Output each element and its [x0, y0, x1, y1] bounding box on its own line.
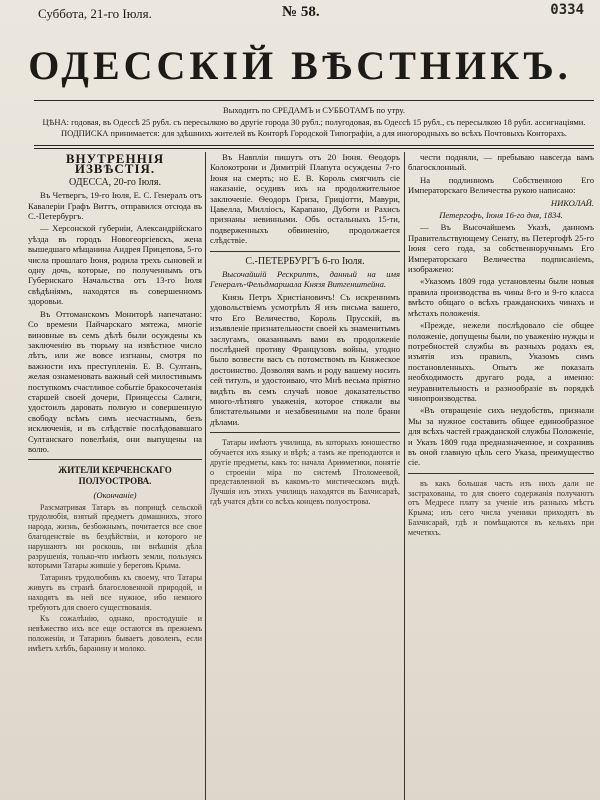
place-date: Петергофъ, Іюня 16-го дня, 1834.	[439, 210, 563, 221]
divider	[210, 432, 400, 433]
article-paragraph: Въ Оттоманскомъ Мониторѣ напечатано: Со времени Пайчарскаго мятежа, многіе виновные въ семъ дѣлѣ были осуждены къ заключенію въ тюрьму на извѣстное число лѣтъ, или же вовсе изгнаны, смотря по важности ихъ преступленія. Е. В. Султанъ, желая ознаменовать важный сей милостивымъ поступкомъ счастливое событіе бракосочетанія старшей своей дочери, Принцессы Салиги, удостоилъ даровать полную и совершенную свободу всѣмъ симъ несчастнымъ, безъ исключенія, и въ слѣдствіе послѣдовавшаго Султанскаго повелѣнія, они выпущены на волю.	[28, 308, 202, 454]
rescript-intro: Высочайшій Рескриптъ, данный на имя Генералъ-Фельдмаршала Князя Витгенштейна.	[210, 269, 400, 290]
dateline: С.-ПЕТЕРБУРГЪ 6-го Іюля.	[245, 255, 365, 267]
article-paragraph: Татары имѣютъ училища, въ которыхъ юношество обучается ихъ языку и вѣрѣ; а тамъ же преподаются и другіе предметы, какъ то: начала Ариѳметики, понятіе о строеніи міра по системѣ Птоломеевой, представленной въ какомъ-то мистическомъ видѣ. Лучшія изъ этихъ училищъ находятся въ Бахчисараѣ, гдѣ учатся дѣти со всѣхъ концевъ полуострова.	[210, 438, 400, 506]
column-rule	[205, 152, 206, 800]
article-paragraph: «Въ отвращеніе сихъ неудобствъ, признали Мы за нужное составить общее единообразное для всѣхъ частей гражданской службы Положеніе, и Указъ 1809 года предназначенное, и сохранивъ въ оной главную цѣль сего Указа, преимущество сіе.	[408, 405, 594, 468]
newspaper-title: ОДЕССКІЙ ВѢСТНИКЪ.	[28, 43, 572, 88]
article-paragraph: чести подняли, — пребываю навсегда вамъ благосклонный.	[408, 152, 594, 173]
divider	[28, 459, 202, 460]
date-line: Суббота, 21-го Іюля.	[38, 6, 152, 21]
divider	[34, 145, 594, 146]
column-3	[408, 152, 594, 800]
article-paragraph: Къ сожалѣнію, однако, простодушіе и невѣжество ихъ все еще остаются въ прежнемъ положеніи, и Татаринъ бываетъ доволенъ, если имѣетъ хлѣбъ, баранину и молоко.	[28, 614, 202, 653]
divider	[34, 148, 594, 149]
article-paragraph: Князь Петръ Христіановичъ! Съ искреннимъ удовольствіемъ усмотрѣлъ Я изъ письма вашего, что Его Величество, Король Прусскій, въ изъявленіе признательности своей къ знаменитымъ заслугамъ, оказаннымъ вами въ продолженіе послѣдней противу Французовъ войны, угодно было возвести васъ съ потомствомъ въ Княжеское достоинство. Дозволяя вамъ и роду вашему носить сей титулъ, и удостоиваю, что Мнѣ весьма пріятно видѣть въ семъ случаѣ новое доказательство много-лѣтняго уваженія, которое стяжали вы блистательными и незабвенными на поле брани дѣлами.	[210, 291, 400, 427]
article-paragraph: въ какъ большая часть изъ нихъ дали не застрахованы, то для своего содержанія получаютъ отъ Медресе плату за ученіе изъ разныхъ мѣстъ Крыма; изъ сего числа ученики приходятъ въ Бахчисарай, гдѣ и помѣщаются въ кельяхъ при мечетяхъ.	[408, 478, 594, 537]
subscription-line: ПОДПИСКА принимается: для здѣшнихъ жителей въ Конторѣ Городской Типографіи, а для иногородныхъ во всѣхъ Почтовыхъ Конторахъ.	[61, 128, 567, 138]
column-2	[210, 152, 400, 800]
article-paragraph: «Указомъ 1809 года установлены были новыя правила производства въ чины 8-го и 9-го класса вмѣсто общаго о всѣхъ гражданскихъ чинахъ и мѣстахъ положенія.	[408, 276, 594, 318]
article-paragraph: Въ Четвергъ, 19-го Іюля, Е. С. Генералъ отъ Кавалеріи Графъ Виттъ, отправился отсюда въ С.-Петербургъ.	[28, 190, 202, 222]
schedule-line: Выходитъ по СРЕДАМЪ и СУББОТАМЪ по утру.	[223, 105, 405, 115]
column-rule	[404, 152, 405, 800]
section-title: ЖИТЕЛИ КЕРЧЕНСКАГО ПОЛУОСТРОВА.	[58, 465, 172, 486]
signature: НИКОЛАЙ.	[550, 197, 594, 208]
dateline: ОДЕССА, 20-го Іюля.	[68, 176, 162, 188]
archive-stamp: 0334	[550, 2, 584, 18]
column-1	[28, 152, 202, 800]
article-paragraph: — Въ Высочайшемъ Указѣ, данномъ Правительствующему Сенату, въ Петергофѣ 25-го Іюня сего года, за собственноручнымъ Его Императорскаго Величества подписаніемъ, изображено:	[408, 222, 594, 275]
section-title: ВНУТРЕННІЯ ИЗВѢСТІЯ.	[65, 152, 165, 177]
article-paragraph: — Херсонской губерніи, Александрійскаго уѣзда въ городъ Новогеоргіевскъ, жена вышедшаго мѣщанина Андрея Прицепова, 5-го числа прошлаго Іюня, родила трехъ сыновей и одну дочь, которые, по полученнымъ отъ Губернскаго Начальства отъ 13-го Іюля свѣдѣніямъ, находятся въ совершенномъ здоровьи.	[28, 223, 202, 307]
article-paragraph: Въ Навпліи пишутъ отъ 20 Іюня. Ѳеодоръ Колокотрони и Димитрій Плапута осуждены 7-го Іюня на смерть; но Е. В. Король смягчилъ сіе наказаніе, осудивъ ихъ на продолжительное заключеніе. Ѳеодоръ Гриза, Гриціотти, Мавури, Цавелла, Миллiосъ, Карапано, Дуботи и Рахисъ признаны невинными. Объ остальныхъ 15-ти, подверженныхъ обвиненію, продолжается слѣдствіе.	[210, 152, 400, 246]
divider	[408, 473, 594, 474]
article-paragraph: Разсматривая Татаръ въ поприщѣ сельской трудолюбія, взятый предметъ домашнихъ, этого народа, жизнь, безбожнымъ, почитается все свое благоденствіе въ бездѣйствіи, и которого не нарушаютъ ни роскошь, ни внѣшнія дѣла разрушенія, только-что имѣютъ земли, пользуясь которыми Татары жившіе у береговъ Крыма.	[28, 502, 202, 571]
signature-intro: На подлинномъ Собственною Его Императорскаго Величества рукою написано:	[408, 174, 594, 196]
article-paragraph: «Прежде, нежели послѣдовало сіе общее положеніе, допущены были, по уваженію нужды и потребностей службы въ разныхъ родахъ ея, изъятія изъ правилъ, Указомъ симъ постановленныхъ. Опытъ же показалъ необходимость другаго рода, а именно: неуравнительность и разнообразіе въ порядкѣ чинопроизводства.	[408, 320, 594, 403]
article-paragraph: Татаринъ трудолюбивъ къ своему, что Татары живутъ въ странѣ благословенной природой, и находятъ въ ней все нужное, ибо немного требуютъ для своего существованія.	[28, 573, 202, 612]
divider	[210, 251, 400, 252]
section-subtitle: (Окончаніе)	[93, 490, 137, 501]
price-line: ЦѢНА: годовая, въ Одессѣ 25 рубл. съ пересылкою во другіе города 30 рубл.; полугодовая, въ Одессѣ 15 рубл., съ пересылкою 18 рубл. ассигнаціями.	[42, 117, 586, 127]
issue-number: № 58.	[282, 4, 320, 20]
divider	[34, 100, 594, 101]
